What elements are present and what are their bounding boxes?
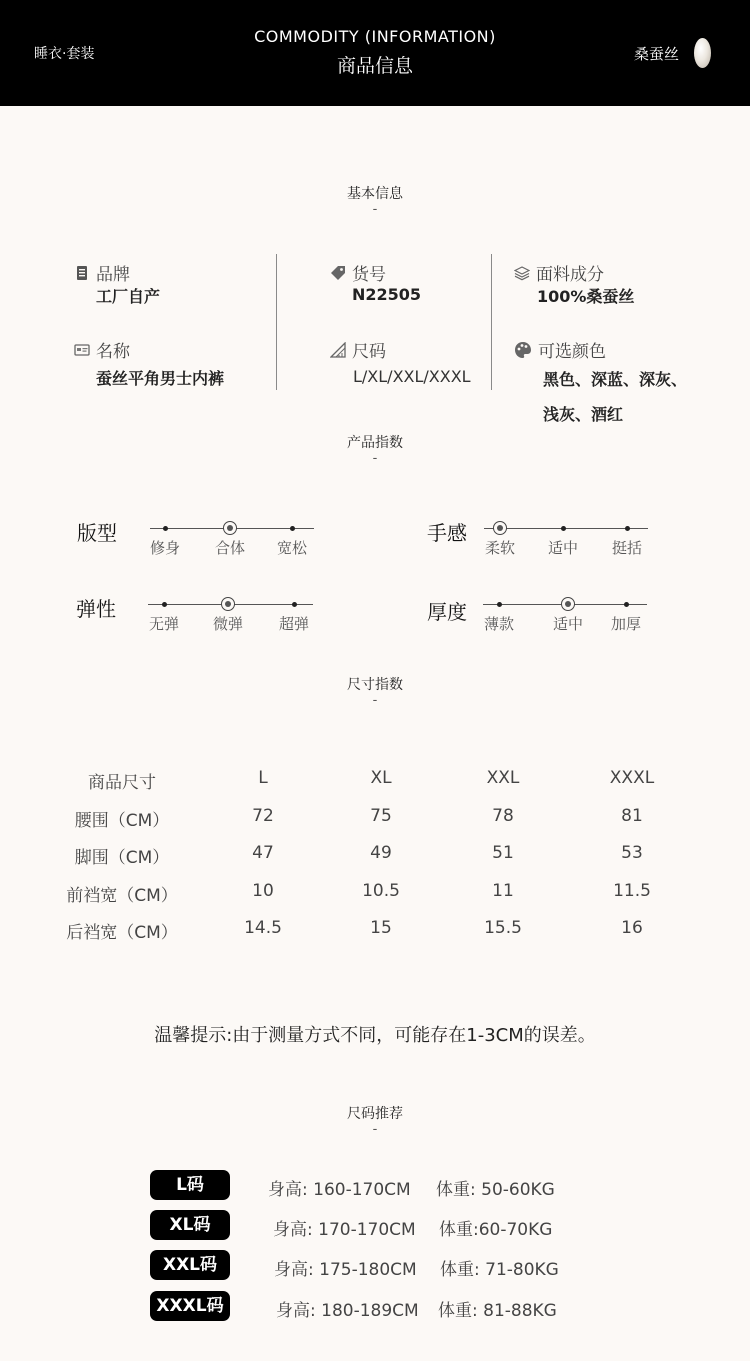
- fabric-value: 100%桑蚕丝: [537, 287, 635, 306]
- index-option-label: 适中: [552, 615, 583, 633]
- height-range: 身高: 170-170CM: [273, 1220, 416, 1240]
- table-cell: 15: [370, 918, 392, 938]
- index-track: [484, 528, 648, 529]
- index-selected-marker: [223, 521, 237, 535]
- index-option-label: 超弹: [278, 615, 309, 633]
- cocoon-icon: [694, 38, 711, 68]
- name-value: 蚕丝平角男士内裤: [96, 369, 225, 388]
- table-cell: 81: [621, 806, 643, 826]
- height-range: 身高: 175-180CM: [274, 1260, 417, 1280]
- divider: [276, 254, 277, 390]
- height-range: 身高: 160-170CM: [268, 1180, 411, 1200]
- index-selected-marker: [493, 521, 507, 535]
- header-bar: [0, 0, 750, 106]
- size-badge: L码: [150, 1170, 230, 1200]
- colors-value-line2: 浅灰、酒红: [543, 405, 624, 424]
- table-header-cell: XL: [370, 768, 392, 788]
- index-dot: [624, 602, 629, 607]
- index-option-label: 无弹: [148, 615, 179, 633]
- table-cell: 腰围（CM）: [74, 811, 170, 831]
- measurement-tip: 温馨提示:由于测量方式不同，可能存在1-3CM的误差。: [154, 1025, 596, 1046]
- table-cell: 15.5: [484, 918, 522, 938]
- index-selected-marker: [221, 597, 235, 611]
- table-header-cell: XXXL: [609, 768, 655, 788]
- index-dot: [292, 602, 297, 607]
- brand-value: 工厂自产: [96, 287, 161, 306]
- category-label: 睡衣·套装: [34, 46, 95, 62]
- index-dot: [497, 602, 502, 607]
- index-dot: [290, 526, 295, 531]
- table-cell: 16: [621, 918, 643, 938]
- table-cell: 72: [252, 806, 274, 826]
- index-option-label: 挺括: [611, 539, 642, 557]
- height-range: 身高: 180-189CM: [276, 1301, 419, 1321]
- basic-info-dash: -: [372, 202, 378, 217]
- ruler-icon: [330, 342, 346, 358]
- size-value: L/XL/XXL/XXXL: [353, 367, 471, 386]
- table-cell: 78: [492, 806, 514, 826]
- size-badge: XXL码: [150, 1250, 230, 1280]
- recommend-dash: -: [372, 1122, 378, 1137]
- index-name: 弹性: [76, 597, 116, 621]
- table-cell: 10.5: [362, 881, 400, 901]
- material-label: 桑蚕丝: [634, 45, 680, 63]
- table-cell: 14.5: [244, 918, 282, 938]
- table-cell: 47: [252, 843, 274, 863]
- size-label-row: [330, 337, 386, 362]
- index-dot: [625, 526, 630, 531]
- table-cell: 后裆宽（CM）: [66, 923, 178, 943]
- index-option-label: 加厚: [610, 615, 641, 633]
- size-index-dash: -: [372, 693, 378, 708]
- header-title-zh: 商品信息: [336, 55, 413, 77]
- index-dot: [163, 526, 168, 531]
- fabric-label-row: [514, 260, 604, 285]
- id-card-icon: [74, 342, 90, 358]
- index-option-label: 适中: [547, 539, 578, 557]
- weight-range: 体重: 71-80KG: [440, 1260, 559, 1280]
- size-badge: XXXL码: [150, 1291, 230, 1321]
- divider: [491, 254, 492, 390]
- table-cell: 75: [370, 806, 392, 826]
- index-name: 厚度: [427, 600, 467, 624]
- index-option-label: 薄款: [483, 615, 514, 633]
- table-cell: 前裆宽（CM）: [66, 886, 178, 906]
- sku-label-row: [330, 260, 386, 285]
- weight-range: 体重: 50-60KG: [436, 1180, 555, 1200]
- index-option-label: 微弹: [212, 615, 243, 633]
- name-label: 名称: [96, 342, 130, 362]
- basic-info-title: 基本信息: [347, 186, 403, 202]
- size-label: 尺码: [352, 342, 386, 362]
- index-dot: [561, 526, 566, 531]
- fabric-label: 面料成分: [536, 265, 604, 285]
- table-cell: 11.5: [613, 881, 651, 901]
- table-cell: 10: [252, 881, 274, 901]
- size-index-title: 尺寸指数: [347, 677, 403, 693]
- table-header-cell: L: [258, 768, 268, 788]
- brand-label-row: [74, 260, 130, 285]
- table-cell: 脚围（CM）: [74, 848, 170, 868]
- index-dot: [162, 602, 167, 607]
- size-badge: XL码: [150, 1210, 230, 1240]
- index-selected-marker: [561, 597, 575, 611]
- index-option-label: 修身: [149, 539, 180, 557]
- weight-range: 体重:60-70KG: [439, 1220, 553, 1240]
- table-cell: 53: [621, 843, 643, 863]
- index-option-label: 合体: [214, 539, 245, 557]
- table-cell: 51: [492, 843, 514, 863]
- colors-label-row: [514, 337, 606, 362]
- index-name: 手感: [427, 521, 467, 545]
- product-index-dash: -: [372, 451, 378, 466]
- index-option-label: 柔软: [484, 539, 515, 557]
- colors-value-line1: 黑色、深蓝、深灰、: [543, 370, 688, 389]
- table-cell: 11: [492, 881, 514, 901]
- index-option-label: 宽松: [276, 539, 307, 557]
- sku-value: N22505: [352, 285, 422, 304]
- weight-range: 体重: 81-88KG: [438, 1301, 557, 1321]
- document-icon: [74, 265, 90, 281]
- table-header-cell: XXL: [486, 768, 520, 788]
- tag-icon: [330, 265, 346, 281]
- sku-label: 货号: [352, 265, 386, 285]
- recommend-title: 尺码推荐: [347, 1106, 403, 1122]
- colors-label: 可选颜色: [538, 342, 606, 362]
- palette-icon: [514, 341, 532, 359]
- table-cell: 49: [370, 843, 392, 863]
- name-label-row: [74, 337, 130, 362]
- index-name: 版型: [77, 521, 117, 545]
- layers-icon: [514, 265, 530, 281]
- brand-label: 品牌: [96, 265, 130, 285]
- product-index-title: 产品指数: [347, 435, 403, 451]
- header-title-en: COMMODITY (INFORMATION): [254, 27, 496, 46]
- table-header-cell: 商品尺寸: [88, 773, 156, 793]
